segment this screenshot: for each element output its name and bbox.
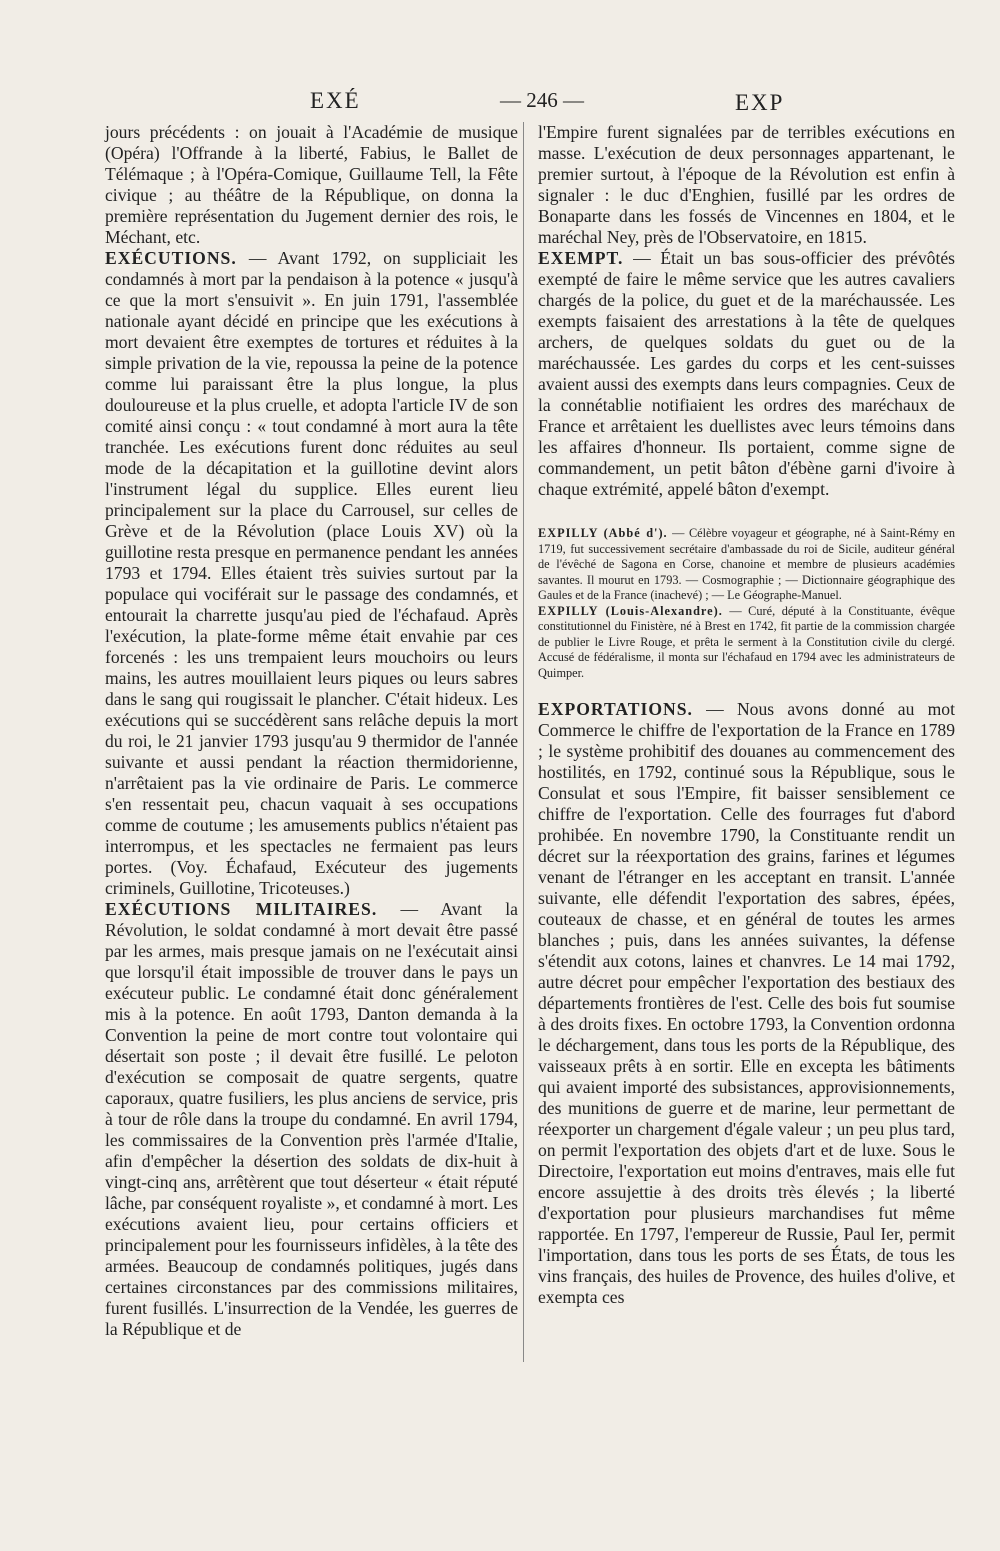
running-header bbox=[0, 88, 1000, 118]
biography-block bbox=[538, 526, 955, 681]
column-divider bbox=[523, 122, 524, 1362]
entry-exempt bbox=[538, 248, 955, 500]
entry-head-executions: EXÉCUTIONS. bbox=[105, 248, 237, 268]
entry-text-expilly-abbe: — Célèbre voyageur et géographe, né à Saint-Rémy en 1719, fut successivement secrétaire d'ambassade du roi de Sicile, auditeur général de l'évêché de Sagona en Corse, chanoine et membre de plusieurs académies savantes. Il mourut en 1793. — Cosmographie ; — Dictionnaire géographique des Gaules et de la France (inachevé) ; — Le Géographe-Manuel. bbox=[538, 526, 956, 602]
entry-head-expilly-louis: EXPILLY (Louis-Alexandre). bbox=[538, 603, 723, 618]
right-intro-paragraph: l'Empire furent signalées par de terribles exécutions en masse. L'exécution de deux personnages appartenant, le premier surtout, à l'époque de la Révolution est enfin à signaler : le duc d'Enghien, fusillé par les ordres de Bonaparte dans les fossés de Vincennes en 1804, et le maréchal Ney, près de l'Observatoire, en 1815. bbox=[538, 122, 955, 247]
entry-head-exportations: EXPORTATIONS. bbox=[538, 699, 693, 719]
entry-text-executions-militaires: — Avant la Révolution, le soldat condamné à mort devait être passé par les armes, mais presque jamais on ne l'exécutait ainsi que lorsqu'il était impossible de trouver dans le pays un exécuteur public. Le condamné était donc généralement mis à la potence. En août 1793, Danton demanda à la Convention la peine de mort contre tout volontaire qui désertait son poste ; il devait être fusillé. Le peloton d'exécution se composait de quatre sergents, quatre caporaux, quatre fusiliers, les plus anciens de service, pris à tour de rôle dans la troupe du condamné. En avril 1794, les commissaires de la Convention près l'armée d'Italie, afin d'empêcher la désertion des soldats de dix-huit à vingt-cinq ans, arrêtèrent que tout déserteur « était réputé lâche, par conséquent royaliste », et condamné à mort. Les exécutions avaient lieu, pour certains officiers et principalement pour les fournisseurs infidèles, à la tête des armées. Beaucoup de condamnés politiques, jugés dans certaines circonstances par des commissions militaires, furent fusillés. L'insurrection de la Vendée, les guerres de la République et de bbox=[105, 899, 518, 1339]
header-right-keyword: EXP bbox=[735, 90, 785, 115]
page-number: — 246 — bbox=[500, 88, 584, 112]
entry-text-exempt: — Était un bas sous-officier des prévôtés exempté de faire le même service que les autres cavaliers chargés de la police, du guet et de la maréchaussée. Les exempts faisaient des arrestations à la tête de quelques archers, de quelques soldats du guet ou de la maréchaussée. Les gardes du corps et les cent-suisses avaient aussi des exempts dans leurs compagnies. Ceux de la connétablie notifiaient les ordres des maréchaux de France et arrêtaient les duellistes avec leurs témoins dans les affaires d'honneur. Ils portaient, comme signe de commandement, un petit bâton d'ébène garni d'ivoire à chaque extrémité, appelé bâton d'exempt. bbox=[538, 248, 955, 499]
entry-text-exportations: — Nous avons donné au mot Commerce le chiffre de l'exportation de la France en 1789 ; le système prohibitif des douanes au commencement des hostilités, en 1792, continué sous la République, sous le Consulat et sous l'Empire, fit baisser sensiblement ce chiffre de l'exportation. Celle des fourrages fut d'abord prohibée. En novembre 1790, la Constituante rendit un décret sur la réexportation des grains, farines et légumes venant de l'étranger en les acceptant en transit. L'année suivante, elle défendit l'exportation des sabres, épées, couteaux de chasse, et en général de toutes les armes blanches ; puis, dans les années suivantes, la défense s'étendit aux cotons, laines et chanvres. Le 14 mai 1792, autre décret pour empêcher l'exportation des bestiaux des départements frontières de l'est. Celle des bois fut soumise à des droits fixes. En octobre 1793, la Convention ordonna le déchargement, dans tous les ports de la République, des vaisseaux prêts à en sortir. Elle en excepta les bâtiments qui avaient importé des subsistances, approvisionnements, des munitions de guerre et de marine, leur permettant de réexporter un chargement d'égale valeur ; un peu plus tard, on permit l'exportation des objets d'art et de luxe. Sous le Directoire, l'exportation eut moins d'entraves, mais elle fut encore assujettie à des droits très élevés ; la liberté d'exportation pour plusieurs marchandises fut même rapportée. En 1797, l'empereur de Russie, Paul Ier, permit l'importation, dans tous les ports de ses États, de tous les vins français, des huiles de Provence, des huiles d'olive, et exempta ces bbox=[538, 699, 955, 1307]
entry-executions bbox=[105, 248, 518, 899]
entry-text-executions: — Avant 1792, on suppliciait les condamnés à mort par la pendaison à la potence « jusqu'à ce que la mort s'ensuivit ». En juin 1791, l'assemblée nationale ayant décidé en principe que les exécutions à mort devaient être exemptes de tortures et réduites à la simple privation de la vie, repoussa la peine de la potence comme lui paraissant être la plus longue, la plus douloureuse et la plus cruelle, et adopta l'article IV de son comité ainsi conçu : « tout condamné à mort aura la tête tranchée. Les exécutions furent donc réduites au seul mode de la décapitation et la guillotine devint alors l'instrument légal du supplice. Elles eurent lieu principalement sur la place du Carrousel, sur celles de Grève et de la Révolution (place Louis XV) où la guillotine resta presque en permanence pendant les années 1793 et 1794. Elles étaient très suivies surtout par la populace qui vociférait sur le passage des condamnés, et entourait la charrette jusqu'au pied de l'échafaud. Après l'exécution, la plate-forme même était envahie par ces forcenés : les uns trempaient leurs mouchoirs ou leurs mains, les autres mouillaient leurs piques ou leurs sabres dans le sang qui rougissait le plancher. C'était hideux. Les exécutions qui se succédèrent sans relâche depuis la mort du roi, le 21 janvier 1793 jusqu'au 9 thermidor de l'année suivante et aussi pendant la réaction thermidorienne, n'arrêtaient pas la vie ordinaire de Paris. Le commerce s'en ressentait peu, chacun vaquait à ses occupations comme de coutume ; les amusements publics n'étaient pas interrompus, et les spectacles ne fermaient pas leurs portes. (Voy. Échafaud, Exécuteur des jugements criminels, Guillotine, Tricoteuses.) bbox=[105, 248, 518, 898]
header-left-keyword: EXÉ bbox=[310, 88, 361, 113]
entry-head-executions-militaires: EXÉCUTIONS MILITAIRES. bbox=[105, 899, 378, 919]
entry-expilly-louis bbox=[538, 604, 955, 682]
left-column bbox=[105, 122, 518, 1340]
right-column bbox=[538, 122, 955, 1308]
entry-head-expilly-abbe: EXPILLY (Abbé d'). bbox=[538, 526, 668, 540]
entry-exportations bbox=[538, 699, 955, 1308]
entry-expilly-abbe bbox=[538, 526, 955, 604]
entry-text-expilly-louis: — Curé, député à la Constituante, évêque constitutionnel du Finistère, né à Brest en 1742, fit partie de la commission chargée de publier le Livre Rouge, et prêta le serment à la Constitution civile du clergé. Accusé de fédéralisme, il monta sur l'échafaud en 1794 avec les administrateurs de Quimper. bbox=[538, 603, 956, 680]
left-intro-paragraph: jours précédents : on jouait à l'Académie de musique (Opéra) l'Offrande à la liberté, Fabius, le Ballet de Télémaque ; à l'Opéra-Comique, Guillaume Tell, la Fête civique ; au théâtre de la République, on donna la première représentation du Jugement dernier des rois, le Méchant, etc. bbox=[105, 122, 518, 247]
entry-executions-militaires bbox=[105, 899, 518, 1340]
entry-head-exempt: EXEMPT. bbox=[538, 248, 624, 268]
